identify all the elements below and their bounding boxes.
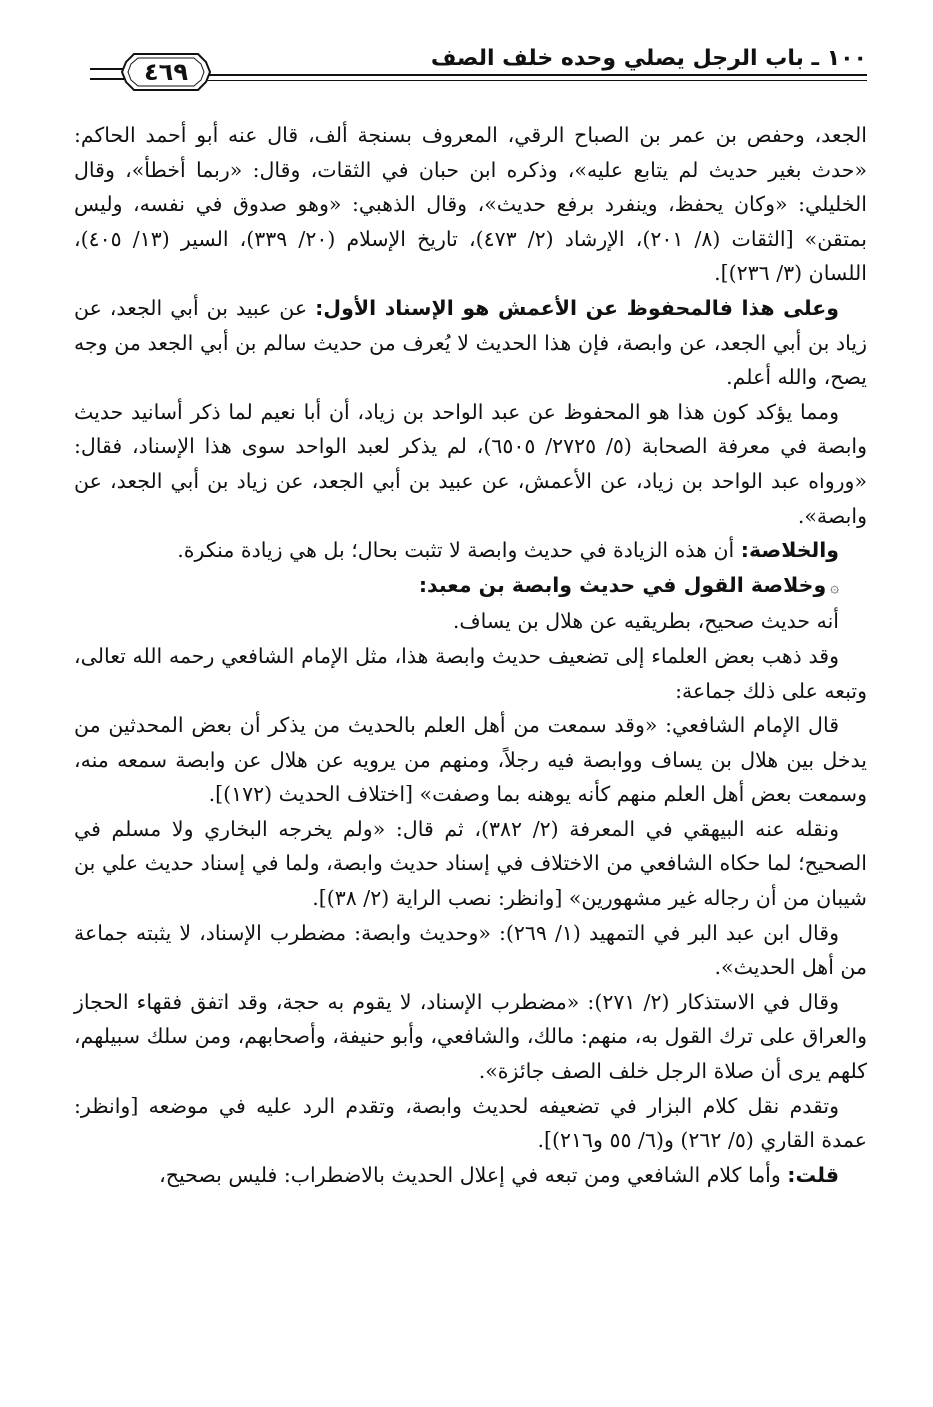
body-text bbox=[74, 118, 867, 1192]
paragraph bbox=[74, 916, 867, 985]
header-rule bbox=[204, 80, 867, 81]
header-rule-left bbox=[90, 68, 124, 70]
page-header bbox=[74, 44, 867, 100]
paragraph-text: وتقدم نقل كلام البزار في تضعيفه لحديث وابصة، وتقدم الرد عليه في موضعه [وانظر: عمدة القاري (٥/ ٢٦٢) و(٦/ ٥٥ و٢١٦)]. bbox=[74, 1093, 867, 1153]
paragraph-text: عن عبيد بن أبي الجعد، عن زياد بن أبي الجعد، عن وابصة، فإن هذا الحديث لا يُعرف من حديث سالم بن أبي الجعد من وجه يصح، والله أعلم. bbox=[74, 295, 867, 390]
header-rule-left bbox=[90, 78, 124, 80]
page-number-badge bbox=[120, 50, 212, 94]
paragraph-lead: قلت: bbox=[787, 1162, 839, 1187]
paragraph-text: وأما كلام الشافعي ومن تبعه في إعلال الحديث بالاضطراب: فليس بصحيح، bbox=[159, 1162, 788, 1187]
paragraph-text: ومما يؤكد كون هذا هو المحفوظ عن عبد الواحد بن زياد، أن أبا نعيم لما ذكر أسانيد حديث وابصة في معرفة الصحابة (٥/ ٢٧٢٥/ ٦٥٠٥)، لم يذكر لعبد الواحد سوى هذا الإسناد، فقال: «ورواه عبد الواحد بن زياد، عن الأعمش، عن عبيد بن أبي الجعد، عن زياد بن أبي الجعد، عن وابصة». bbox=[74, 399, 867, 528]
paragraph-lead: وخلاصة القول في حديث وابصة بن معبد: bbox=[418, 572, 827, 597]
paragraph bbox=[74, 1089, 867, 1158]
paragraph bbox=[74, 812, 867, 916]
paragraph bbox=[74, 533, 867, 568]
paragraph-text: وقد ذهب بعض العلماء إلى تضعيف حديث وابصة هذا، مثل الإمام الشافعي رحمه الله تعالى، وتبعه على ذلك جماعة: bbox=[74, 643, 867, 703]
paragraph bbox=[74, 291, 867, 395]
paragraph-text: أنه حديث صحيح، بطريقيه عن هلال بن يساف. bbox=[452, 609, 839, 634]
paragraph bbox=[74, 118, 867, 291]
paragraph-text: ونقله عنه البيهقي في المعرفة (٢/ ٣٨٢)، ثم قال: «ولم يخرجه البخاري ولا مسلم في الصحيح؛ لما حكاه الشافعي من الاختلاف في إسناد حديث وابصة، ولما في إسناد حديث علي بن شيبان من أن رجاله غير مشهورين» [وانظر: نصب الراية (٢/ ٣٨)]. bbox=[74, 816, 867, 911]
paragraph-lead: والخلاصة: bbox=[740, 538, 839, 563]
paragraph bbox=[74, 1158, 867, 1193]
paragraph bbox=[74, 985, 867, 1089]
page-number: ٤٦٩ bbox=[144, 58, 188, 86]
paragraph-text: أن هذه الزيادة في حديث وابصة لا تثبت بحال؛ بل هي زيادة منكرة. bbox=[177, 538, 741, 563]
header-rule bbox=[204, 74, 867, 76]
paragraph-text: وقال في الاستذكار (٢/ ٢٧١): «مضطرب الإسناد، لا يقوم به حجة، وقد اتفق فقهاء الحجاز والعراق على ترك القول به، منهم: مالك، والشافعي، وأبو حنيفة، وأصحابهم، ومن سلك سبيلهم، كلهم يرى أن صلاة الرجل خلف الصف جائزة». bbox=[74, 989, 867, 1084]
paragraph-text: الجعد، وحفص بن عمر بن الصباح الرقي، المعروف بسنجة ألف، قال عنه أبو أحمد الحاكم: «حدث بغير حديث لم يتابع عليه»، وذكره ابن حبان في الثقات، وقال: «ربما أخطأ»، وقال الخليلي: «وكان يحفظ، وينفرد برفع حديث»، وقال الذهبي: «وهو صدوق في نفسه، وليس بمتقن» [الثقات (٨/ ٢٠١)، الإرشاد (٢/ ٤٧٣)، تاريخ الإسلام (٢٠/ ٣٣٩)، السير (١٣/ ٤٠٥)، اللسان (٣/ ٢٣٦)]. bbox=[74, 123, 867, 286]
paragraph-lead: وعلى هذا فالمحفوظ عن الأعمش هو الإسناد الأول: bbox=[315, 295, 839, 320]
chapter-title: ١٠٠ ـ باب الرجل يصلي وحده خلف الصف bbox=[430, 46, 867, 71]
paragraph bbox=[74, 568, 867, 605]
paragraph-text: وقال ابن عبد البر في التمهيد (١/ ٢٦٩): «وحديث وابصة: مضطرب الإسناد، لا يثبته جماعة من أهل الحديث». bbox=[74, 920, 867, 980]
paragraph-text: قال الإمام الشافعي: «وقد سمعت من أهل العلم بالحديث من يذكر أن بعض المحدثين من يدخل بين هلال بن يساف ووابصة فيه رجلاً، ومنهم من يرويه عن هلال عن وابصة سمعه منه، وسمعت بعض أهل العلم منهم كأنه يوهنه بما وصفت» [اختلاف الحديث (١٧٢)]. bbox=[74, 713, 867, 807]
paragraph bbox=[74, 639, 867, 708]
paragraph bbox=[74, 604, 867, 639]
paragraph bbox=[74, 395, 867, 533]
section-marker-icon: ۞ bbox=[830, 577, 839, 596]
paragraph bbox=[74, 708, 867, 812]
